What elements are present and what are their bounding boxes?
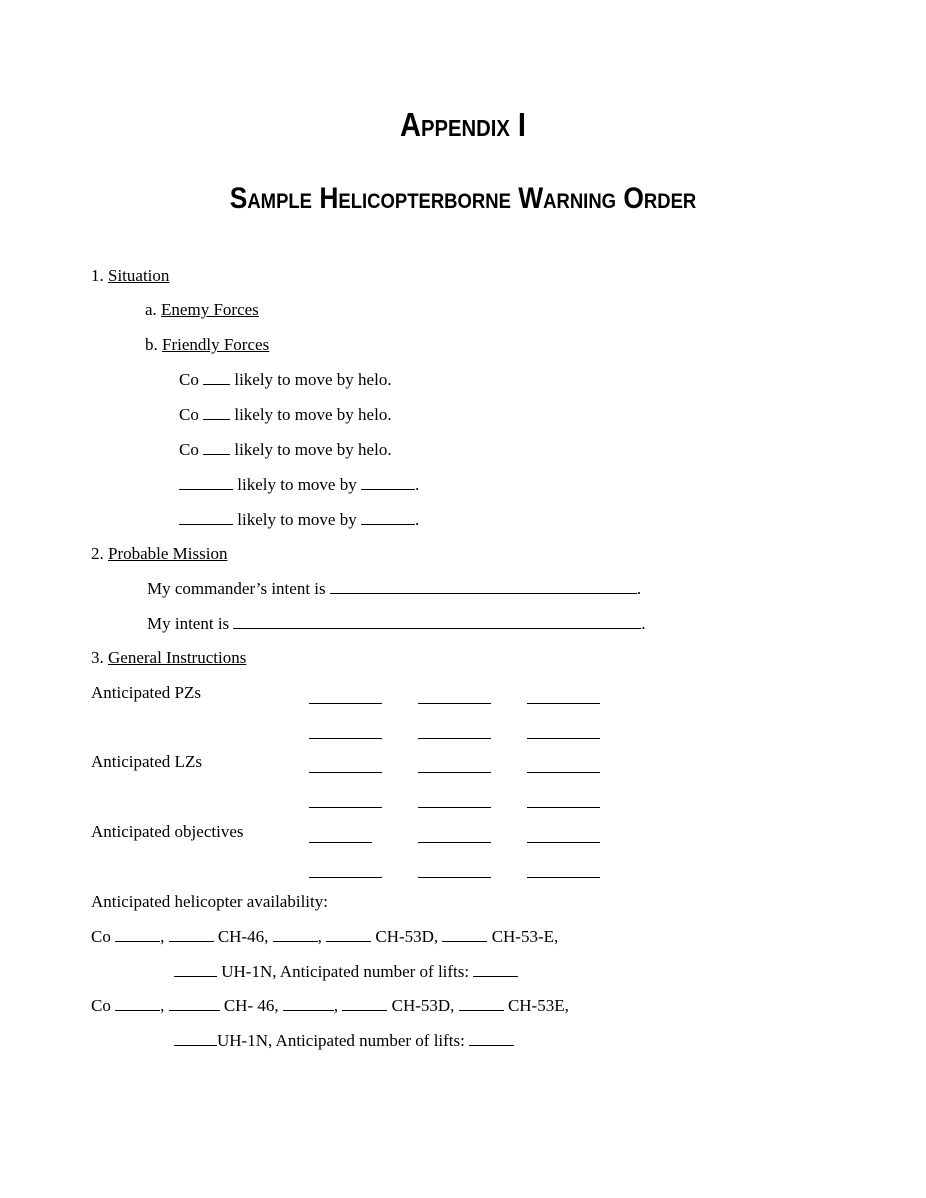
blank-field[interactable] (442, 927, 487, 942)
lifts-field[interactable] (473, 962, 518, 977)
lz-field[interactable] (418, 806, 491, 808)
objective-field[interactable] (527, 841, 600, 843)
friendly-forces-label: Friendly Forces (162, 335, 270, 354)
commander-intent-field[interactable] (330, 579, 637, 594)
friendly-line-4: likely to move by . (179, 475, 419, 495)
blank-field[interactable] (273, 927, 318, 942)
my-intent-line: My intent is . (147, 614, 646, 633)
objective-field[interactable] (309, 876, 382, 878)
lz-field[interactable] (309, 771, 382, 773)
pz-field[interactable] (309, 737, 382, 739)
blank-field[interactable] (169, 996, 220, 1011)
pz-field[interactable] (418, 702, 491, 704)
friendly-forces-item: b. Friendly Forces (145, 335, 270, 354)
availability-line-b2: UH-1N, Anticipated number of lifts: (174, 1031, 514, 1051)
situation-heading: 1. Situation (91, 266, 170, 285)
appendix-title: Appendix I (400, 106, 526, 143)
objective-field[interactable] (418, 841, 491, 843)
friendly-line-2: Co likely to move by helo. (179, 405, 392, 424)
availability-line-a2: UH-1N, Anticipated number of lifts: (174, 962, 518, 982)
blank-field[interactable] (179, 475, 233, 490)
situation-label: Situation (108, 266, 170, 285)
lz-field[interactable] (418, 771, 491, 773)
blank-field[interactable] (115, 996, 160, 1011)
pz-field[interactable] (309, 702, 382, 704)
friendly-line-3: Co likely to move by helo. (179, 440, 392, 459)
commander-intent-line: My commander’s intent is . (147, 579, 642, 598)
objective-field[interactable] (309, 841, 372, 843)
mission-heading: 2. Probable Mission (91, 544, 228, 563)
instructions-label: General Instructions (108, 648, 247, 667)
lzs-label: Anticipated LZs (91, 752, 202, 771)
blank-field[interactable] (179, 510, 233, 525)
blank-field[interactable] (169, 927, 214, 942)
blank-field[interactable] (283, 996, 334, 1011)
objective-field[interactable] (527, 876, 600, 878)
blank-field[interactable] (342, 996, 387, 1011)
friendly-line-1: Co likely to move by helo. (179, 370, 392, 389)
enemy-forces-label: Enemy Forces (161, 300, 259, 319)
availability-line-a: Co , CH-46, , CH-53D, CH-53-E, (91, 927, 559, 946)
blank-field[interactable] (174, 962, 217, 977)
pz-field[interactable] (527, 702, 600, 704)
document-subtitle: Sample Helicopterborne Warning Order (229, 182, 697, 215)
enemy-forces-item: a. Enemy Forces (145, 300, 259, 319)
pz-field[interactable] (527, 737, 600, 739)
instructions-heading: 3. General Instructions (91, 648, 247, 667)
lz-field[interactable] (309, 806, 382, 808)
objective-field[interactable] (418, 876, 491, 878)
blank-field[interactable] (203, 370, 230, 385)
lz-field[interactable] (527, 771, 600, 773)
pzs-label: Anticipated PZs (91, 683, 202, 702)
friendly-line-5: likely to move by . (179, 510, 419, 530)
blank-field[interactable] (326, 927, 371, 942)
objectives-label: Anticipated objectives (91, 822, 244, 841)
lifts-field[interactable] (469, 1031, 514, 1046)
blank-field[interactable] (459, 996, 504, 1011)
blank-field[interactable] (115, 927, 160, 942)
lz-field[interactable] (527, 806, 600, 808)
blank-field[interactable] (361, 475, 415, 490)
availability-line-b: Co , CH- 46, , CH-53D, CH-53E, (91, 996, 569, 1015)
blank-field[interactable] (203, 440, 230, 455)
mission-label: Probable Mission (108, 544, 228, 563)
my-intent-field[interactable] (233, 614, 641, 629)
pz-field[interactable] (418, 737, 491, 739)
blank-field[interactable] (361, 510, 415, 525)
blank-field[interactable] (203, 405, 230, 420)
blank-field[interactable] (174, 1031, 217, 1046)
availability-label: Anticipated helicopter availability: (91, 892, 328, 911)
